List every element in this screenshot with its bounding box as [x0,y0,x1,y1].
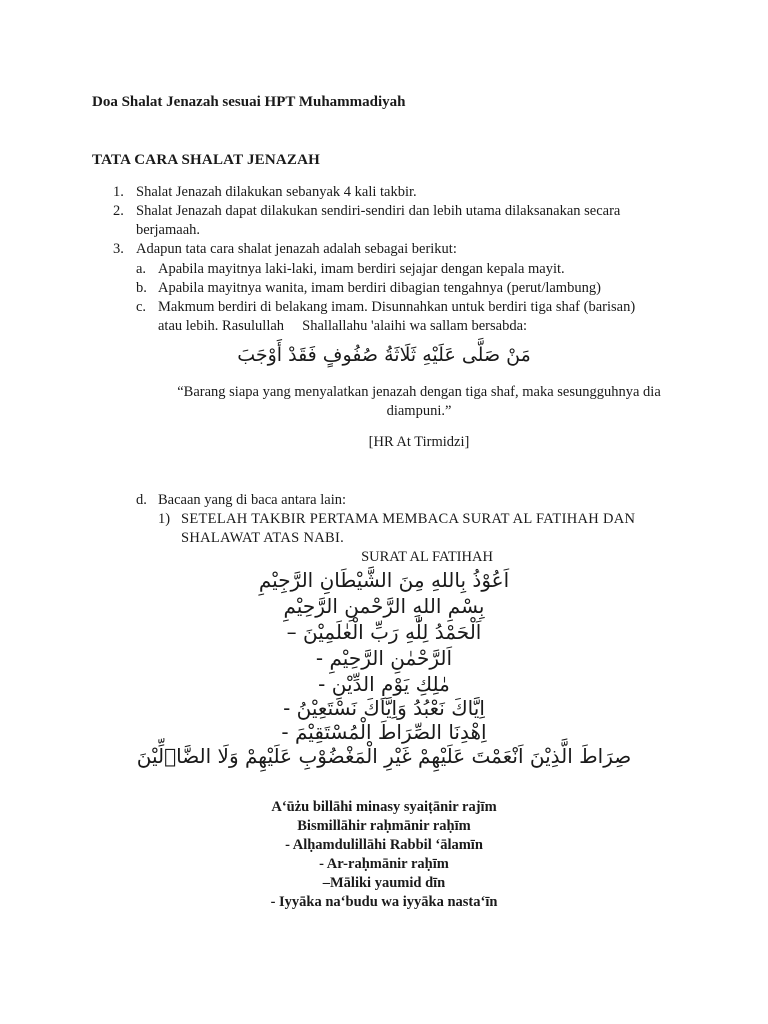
fatihah-arabic-line: اَعُوْذُ بِاللهِ مِنَ الشَّيْطَانِ الرَّجِيْمِ [258,568,510,592]
document-title: Doa Shalat Jenazah sesuai HPT Muhammadiyah [92,94,406,110]
list-item-text: berjamaah. [136,222,201,238]
fatihah-latin-line: –Māliki yaumid dīn [322,875,446,891]
subitem-letter: c. [136,299,147,315]
subitem-text: Apabila mayitnya laki-laki, imam berdiri sejajar dengan kepala mayit. [158,261,565,277]
fatihah-latin-line: - Alḥamdulillāhi Rabbil ‘ālamīn [285,837,483,853]
hadith-arabic: مَنْ صَلَّى عَلَيْهِ ثَلَاثَةُ صُفُوفٍ فَقَدْ أَوْجَبَ [237,344,531,366]
fatihah-arabic-line: بِسْمِ اللهِ الرَّحْمنِ الرَّحِيْمِ [283,594,485,618]
subitem-text: atau lebih. Rasulullah Shallallahu 'alaihi wa sallam bersabda: [158,318,528,334]
subitem-text: Apabila mayitnya wanita, imam berdiri dibagian tengahnya (perut/lambung) [158,280,601,296]
fatihah-arabic-line: صِرَاطَ الَّذِيْنَ اَنْعَمْتَ عَلَيْهِمْ غَيْرِ الْمَغْضُوْبِ عَلَيْهِمْ وَلَا الضَّاۤلِّيْنَ [136,744,632,768]
surah-title: SURAT AL FATIHAH [361,549,493,565]
hadith-translation: diampuni.” [386,403,452,419]
section-heading: TATA CARA SHALAT JENAZAH [92,152,321,168]
hadith-translation: “Barang siapa yang menyalatkan jenazah dengan tiga shaf, maka sesungguhnya dia [177,384,661,400]
list-item-number: 1. [113,184,124,200]
step-text: SETELAH TAKBIR PERTAMA MEMBACA SURAT AL FATIHAH DAN [181,511,636,527]
fatihah-latin-line: - Ar-raḥmānir raḥīm [319,856,449,872]
subitem-text: Bacaan yang di baca antara lain: [158,492,346,508]
fatihah-arabic-line: اِيَّاكَ نَعْبُدُ وَاِيَّاكَ نَسْتَعِيْنُ - [283,696,485,720]
fatihah-arabic-line: اَلرَّحْمٰنِ الرَّحِيْمِ - [315,646,453,670]
subitem-letter: b. [136,280,147,296]
subitem-letter: d. [136,492,147,508]
list-item-text: Shalat Jenazah dapat dilakukan sendiri-sendiri dan lebih utama dilaksanakan secara [136,203,621,219]
subitem-letter: a. [136,261,147,277]
fatihah-latin-line: A‘ūżu billāhi minasy syaiṭānir rajīm [271,799,497,815]
step-number: 1) [158,511,171,527]
subitem-text: Makmum berdiri di belakang imam. Disunnahkan untuk berdiri tiga shaf (barisan) [158,299,636,315]
hadith-source: [HR At Tirmidzi] [368,434,470,450]
fatihah-arabic-line: اَلْحَمْدُ لِلّٰهِ رَبِّ الْعٰلَمِيْنَ – [286,620,482,644]
fatihah-arabic-line: مٰلِكِ يَوْمِ الدِّيْنِ - [318,672,450,696]
fatihah-latin-line: Bismillāhir raḥmānir raḥīm [297,818,471,834]
list-item-text: Shalat Jenazah dilakukan sebanyak 4 kali takbir. [136,184,417,200]
list-item-number: 3. [113,241,124,257]
list-item-text: Adapun tata cara shalat jenazah adalah sebagai berikut: [136,241,457,257]
fatihah-arabic-line: اِهْدِنَا الصِّرَاطَ الْمُسْتَقِيْمَ - [281,720,487,744]
fatihah-latin-line: - Iyyāka na‘budu wa iyyāka nasta‘īn [270,894,498,910]
step-text: SHALAWAT ATAS NABI. [181,530,345,546]
list-item-number: 2. [113,203,124,219]
